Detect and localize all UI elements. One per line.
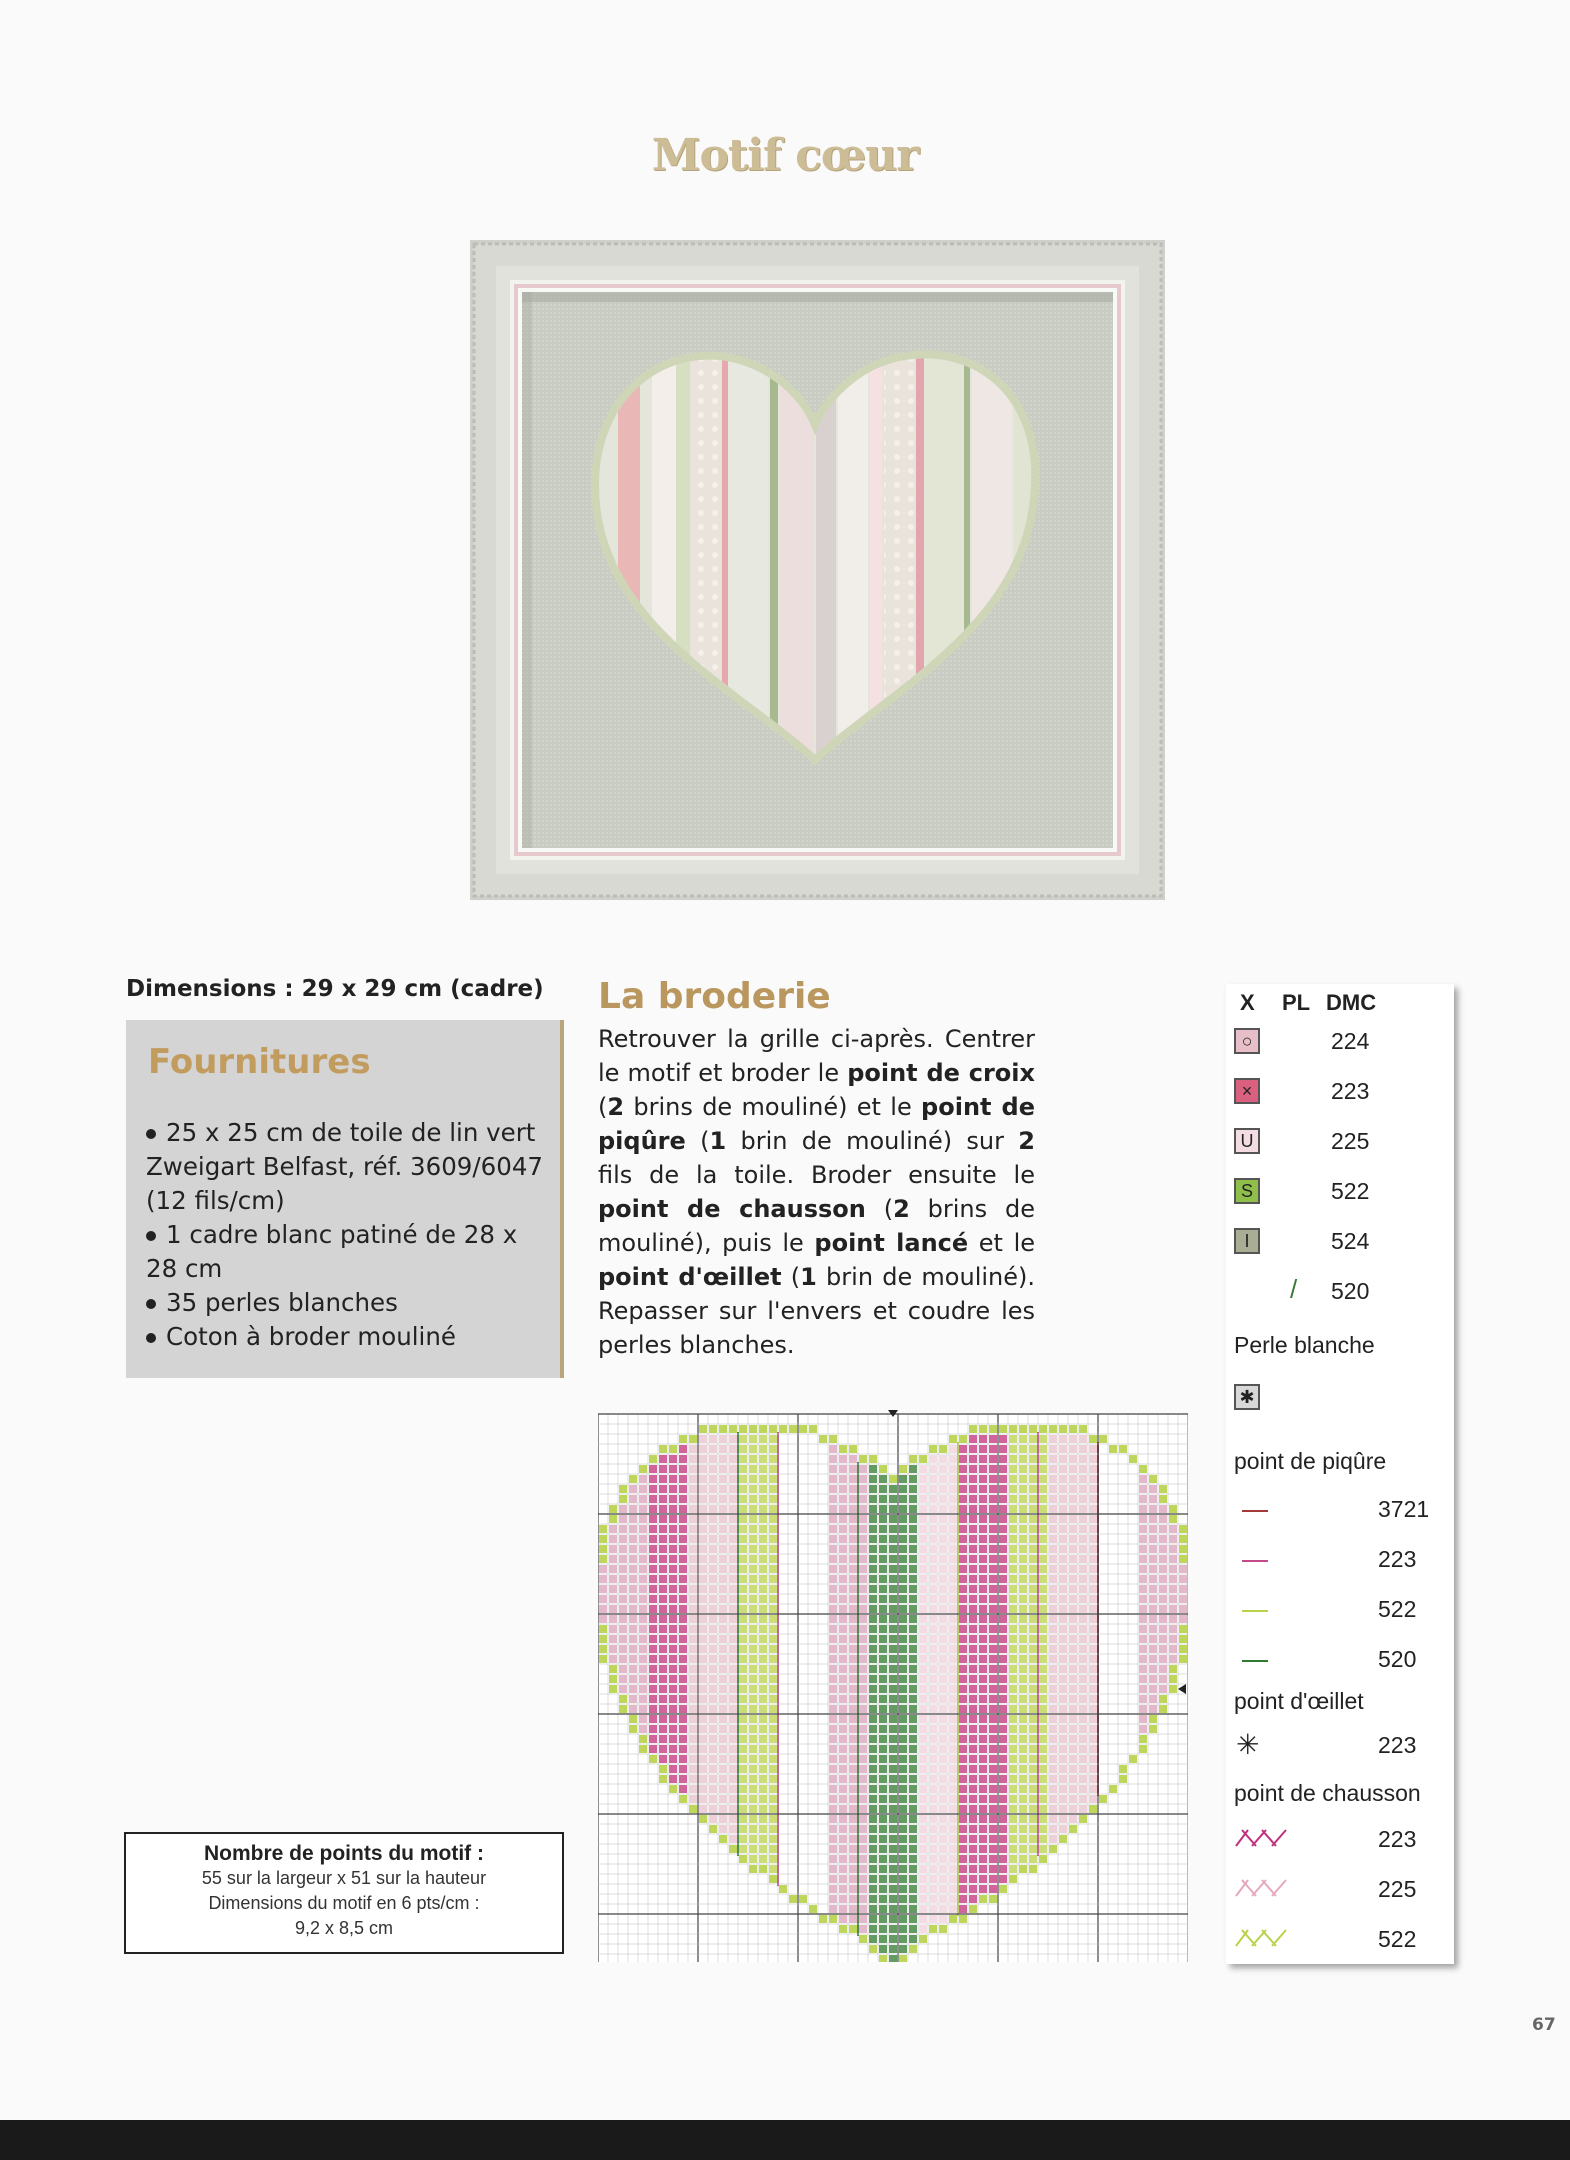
legend-dmc: 223 bbox=[1378, 1732, 1417, 1758]
legend-dmc: 223 bbox=[1331, 1078, 1370, 1104]
legend-dmc: 3721 bbox=[1378, 1496, 1430, 1522]
pearl-symbol-icon: ✱ bbox=[1234, 1384, 1260, 1410]
legend-dmc: 524 bbox=[1331, 1228, 1370, 1254]
supply-item: 35 perles blanches bbox=[146, 1286, 556, 1320]
supplies-box bbox=[126, 1020, 564, 1378]
bullet-icon bbox=[146, 1299, 156, 1309]
supplies-list bbox=[146, 1116, 556, 1354]
dimensions-value: 29 x 29 cm bbox=[301, 976, 443, 1002]
herringbone-icon bbox=[1234, 1928, 1298, 1948]
legend-dmc: 225 bbox=[1331, 1128, 1370, 1154]
backstitch-line-icon bbox=[1242, 1510, 1268, 1512]
legend-symbol-circle: ○ bbox=[1234, 1028, 1260, 1054]
page-title: Motif cœur bbox=[651, 130, 919, 181]
legend-dmc: 223 bbox=[1378, 1826, 1417, 1852]
bullet-icon bbox=[146, 1231, 156, 1241]
backstitch-label: point de piqûre bbox=[1234, 1448, 1387, 1474]
legend-symbol-u: U bbox=[1234, 1128, 1260, 1154]
stitch-count-line: 9,2 x 8,5 cm bbox=[294, 1918, 394, 1938]
legend-header-pl: PL bbox=[1282, 990, 1311, 1015]
cross-stitch-chart bbox=[598, 1410, 1188, 1962]
legend-dmc: 522 bbox=[1378, 1926, 1417, 1952]
eyelet-icon: ✳ bbox=[1236, 1729, 1260, 1760]
legend-dmc: 522 bbox=[1378, 1596, 1417, 1622]
embroidery-title: La broderie bbox=[598, 976, 831, 1017]
backstitch-line-icon bbox=[1242, 1560, 1268, 1562]
legend-symbol-cross: × bbox=[1234, 1078, 1260, 1104]
half-stitch-icon: / bbox=[1290, 1274, 1298, 1304]
dimensions-line bbox=[126, 976, 544, 1002]
stitch-count-box bbox=[124, 1832, 564, 1954]
legend-dmc: 520 bbox=[1331, 1278, 1370, 1304]
stitch-count-title: Nombre de points du motif : bbox=[204, 1842, 484, 1865]
supply-item: 25 x 25 cm de toile de lin vert Zweigart Belfast, réf. 3609/6047 (12 fils/cm) bbox=[146, 1118, 543, 1215]
stitch-count-line: Dimensions du motif en 6 pts/cm : bbox=[208, 1893, 480, 1913]
legend-header-x: X bbox=[1240, 990, 1255, 1015]
thread-legend bbox=[1226, 984, 1454, 1964]
eyelet-label: point d'œillet bbox=[1234, 1688, 1364, 1714]
backstitch-line-icon bbox=[1242, 1660, 1268, 1662]
legend-dmc: 223 bbox=[1378, 1546, 1417, 1572]
stitch-count-line: 55 sur la largeur x 51 sur la hauteur bbox=[201, 1868, 487, 1888]
dimensions-label: Dimensions : bbox=[126, 976, 294, 1002]
legend-symbol-s: S bbox=[1234, 1178, 1260, 1204]
legend-dmc: 522 bbox=[1331, 1178, 1370, 1204]
pearl-label: Perle blanche bbox=[1234, 1332, 1375, 1358]
herringbone-icon bbox=[1234, 1828, 1298, 1848]
embroidery-instructions: Retrouver la grille ci-après. Centrer le motif et broder le point de croix (2 brins de mouliné) et le point de piqûre (1 brin de mouliné) sur 2 fils de la toile. Broder ensuite le point de chausson (2 brins de mouliné), puis le point lancé et le point d'œillet (1 brin de mouliné). Repasser sur l'envers et coudre les perles blanches. bbox=[598, 1025, 1036, 1359]
legend-symbol-i: I bbox=[1234, 1228, 1260, 1254]
supply-item: 1 cadre blanc patiné de 28 x 28 cm bbox=[146, 1220, 518, 1283]
herringbone-icon bbox=[1234, 1878, 1298, 1898]
legend-header-dmc: DMC bbox=[1326, 990, 1377, 1015]
bullet-icon bbox=[146, 1333, 156, 1343]
framed-heart-photo bbox=[470, 240, 1165, 900]
legend-dmc: 225 bbox=[1378, 1876, 1417, 1902]
bullet-icon bbox=[146, 1129, 156, 1139]
supplies-title: Fournitures bbox=[148, 1042, 371, 1082]
backstitch-line-icon bbox=[1242, 1610, 1268, 1612]
legend-dmc: 224 bbox=[1331, 1028, 1370, 1054]
herringbone-label: point de chausson bbox=[1234, 1780, 1421, 1806]
supply-item: Coton à broder mouliné bbox=[146, 1320, 556, 1354]
page-number: 67 bbox=[1532, 2015, 1556, 2035]
dimensions-note: (cadre) bbox=[450, 976, 544, 1002]
legend-dmc: 520 bbox=[1378, 1646, 1417, 1672]
